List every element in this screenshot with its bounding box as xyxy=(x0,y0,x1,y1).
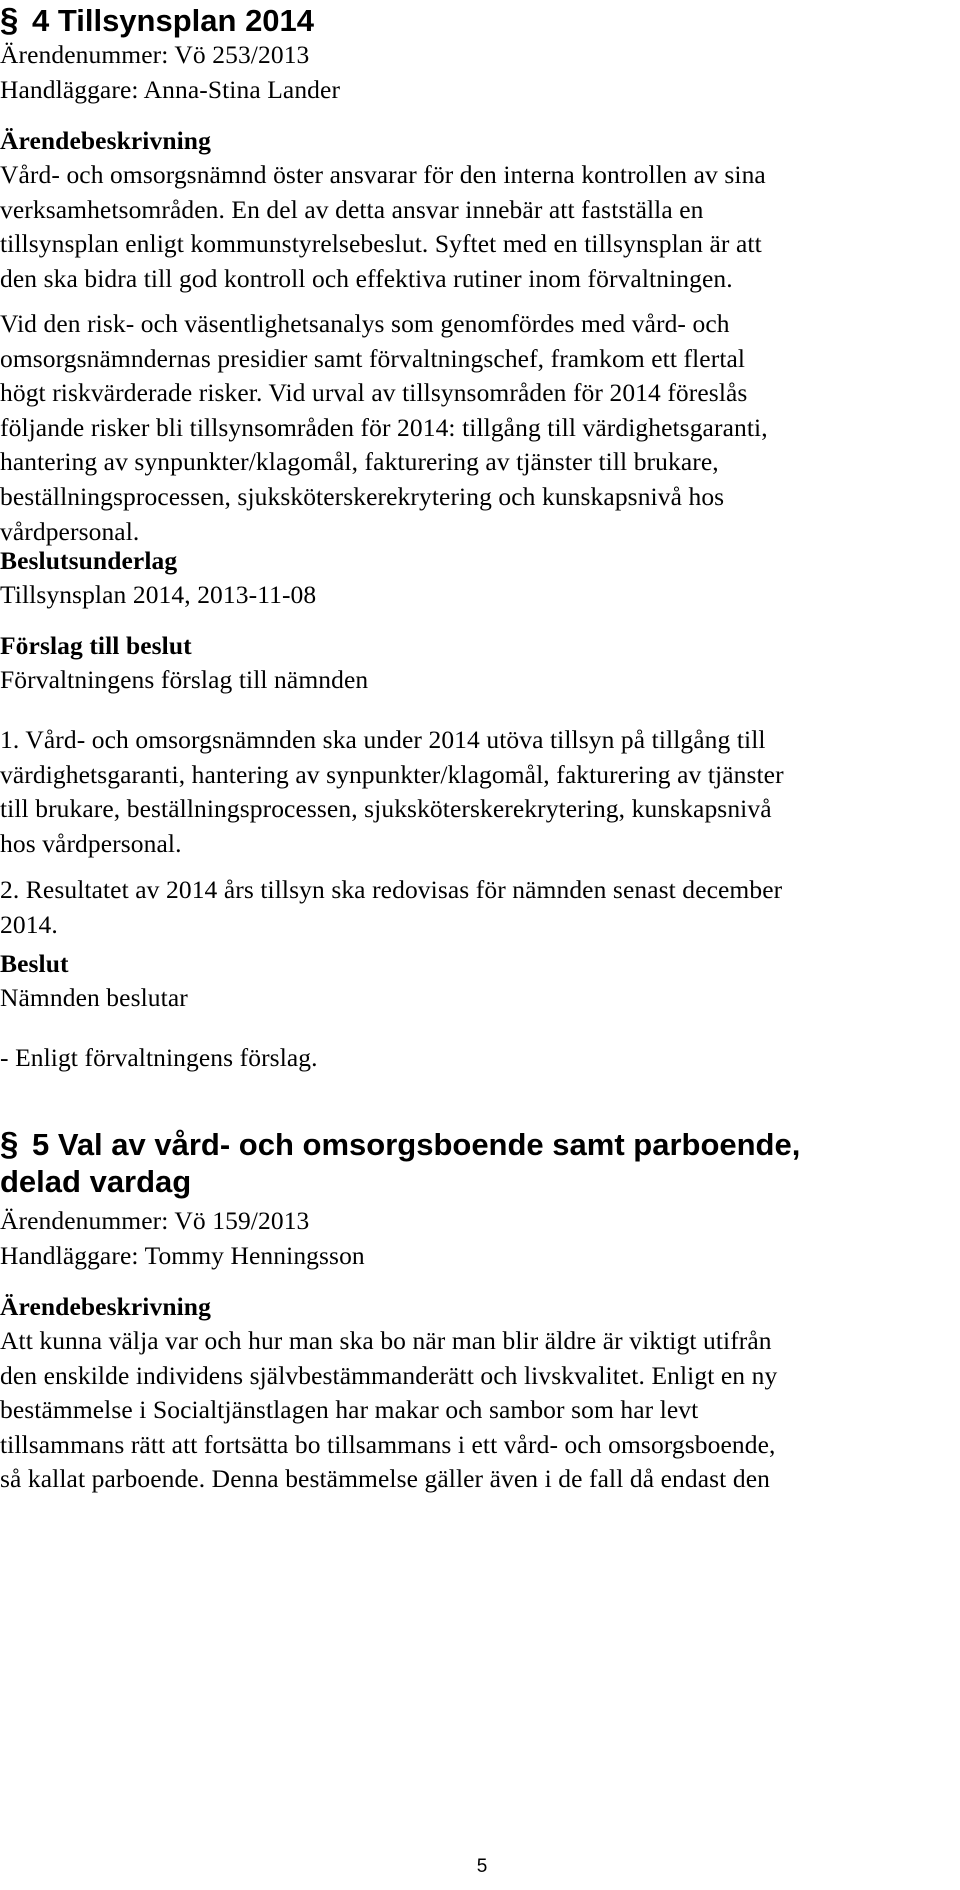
case-number: Ärendenummer: Vö 159/2013 xyxy=(0,1206,310,1235)
proposal-item-2 xyxy=(0,873,958,942)
text-line: Vård- och omsorgsnämnd öster ansvarar för den interna kontrollen av sina xyxy=(0,160,766,189)
text-line: 2014. xyxy=(0,909,58,939)
section-4-meta xyxy=(0,38,958,107)
proposal-item-1 xyxy=(0,723,958,861)
description-heading: Ärendebeskrivning xyxy=(0,126,211,155)
section-4-heading xyxy=(0,2,314,39)
section-5-heading-line-2 xyxy=(0,1164,191,1200)
section-4-title: 4 Tillsynsplan 2014 xyxy=(32,3,315,38)
text-line: följande risker bli tillsynsområden för 2014: tillgång till värdighetsgaranti, xyxy=(0,412,768,442)
text-line: hantering av synpunkter/klagomål, fakturering av tjänster till brukare, xyxy=(0,447,719,477)
section-5-title-line-2: delad vardag xyxy=(0,1164,192,1199)
section-5-meta xyxy=(0,1204,958,1273)
case-handler: Handläggare: Anna-Stina Lander xyxy=(0,74,341,104)
text-line: tillsynsplan enligt kommunstyrelsebeslut. Syftet med en tillsynsplan är att xyxy=(0,229,762,259)
text-line: verksamhetsområden. En del av detta ansvar innebär att fastställa en xyxy=(0,194,704,224)
text-line: omsorgsnämndernas presidier samt förvaltningschef, framkom ett flertal xyxy=(0,343,746,373)
text-line: vårdpersonal. xyxy=(0,516,140,546)
proposal-intro: Förvaltningens förslag till nämnden xyxy=(0,665,369,694)
description-paragraph-2 xyxy=(0,307,958,549)
text-line: värdighetsgaranti, hantering av synpunkter/klagomål, fakturering av tjänster xyxy=(0,759,784,789)
description-paragraph-1 xyxy=(0,158,958,296)
decision-intro: Nämnden beslutar xyxy=(0,983,188,1012)
section-5-heading xyxy=(0,1126,800,1163)
decision-text: - Enligt förvaltningens förslag. xyxy=(0,1043,318,1072)
text-line: den ska bidra till god kontroll och effektiva rutiner inom förvaltningen. xyxy=(0,263,733,293)
text-line: till brukare, beställningsprocessen, sjuksköterskerekrytering, kunskapsnivå xyxy=(0,794,772,824)
text-line: 1. Vård- och omsorgsnämnden ska under 2014 utöva tillsyn på tillgång till xyxy=(0,725,766,754)
text-line: beställningsprocessen, sjuksköterskerekrytering och kunskapsnivå hos xyxy=(0,481,725,511)
section-symbol: § xyxy=(0,1,19,38)
text-line: 2. Resultatet av 2014 års tillsyn ska redovisas för nämnden senast december xyxy=(0,875,783,904)
text-line: bestämmelse i Socialtjänstlagen har makar och sambor som har levt xyxy=(0,1395,699,1425)
text-line: Vid den risk- och väsentlighetsanalys som genomfördes med vård- och xyxy=(0,309,730,338)
case-handler: Handläggare: Tommy Henningsson xyxy=(0,1240,365,1270)
proposal-heading: Förslag till beslut xyxy=(0,631,192,660)
basis-heading: Beslutsunderlag xyxy=(0,546,178,575)
description-heading: Ärendebeskrivning xyxy=(0,1292,211,1321)
text-line: tillsammans rätt att fortsätta bo tillsammans i ett vård- och omsorgsboende, xyxy=(0,1429,776,1459)
basis-text: Tillsynsplan 2014, 2013-11-08 xyxy=(0,580,317,609)
text-line: Att kunna välja var och hur man ska bo när man blir äldre är viktigt utifrån xyxy=(0,1326,772,1355)
section-symbol: § xyxy=(0,1125,19,1162)
decision-heading: Beslut xyxy=(0,949,69,978)
section-5-title-line-1: 5 Val av vård- och omsorgsboende samt parboende, xyxy=(32,1127,801,1162)
text-line: så kallat parboende. Denna bestämmelse gäller även i de fall då endast den xyxy=(0,1464,770,1494)
case-number: Ärendenummer: Vö 253/2013 xyxy=(0,40,310,69)
text-line: hos vårdpersonal. xyxy=(0,828,182,858)
text-line: högt riskvärderade risker. Vid urval av tillsynsområden för 2014 föreslås xyxy=(0,378,748,408)
section-5-description-paragraph xyxy=(0,1324,958,1497)
text-line: den enskilde individens självbestämmanderätt och livskvalitet. Enligt en ny xyxy=(0,1360,778,1390)
page-number: 5 xyxy=(476,1856,488,1877)
